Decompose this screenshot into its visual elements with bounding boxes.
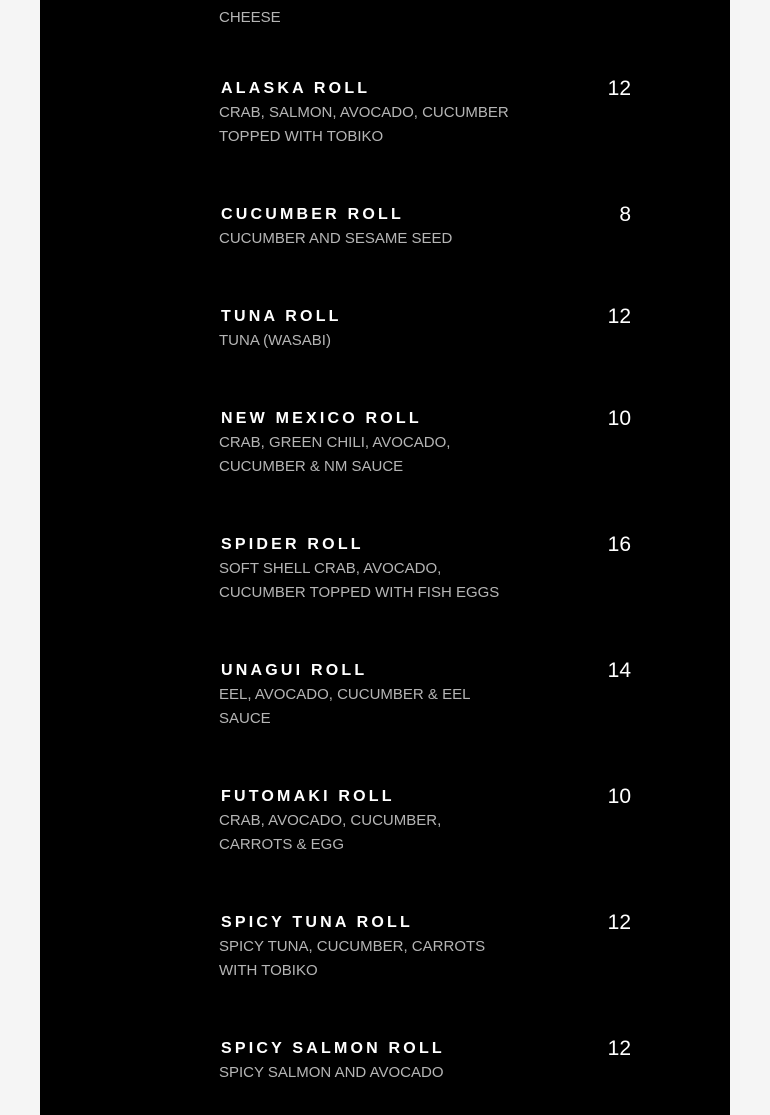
menu-item-name: TUNA ROLL: [221, 308, 342, 325]
menu-item-price: 10: [607, 407, 631, 430]
menu-item-price: 10: [607, 785, 631, 808]
menu-item-description: SOFT SHELL CRAB, AVOCADO, CUCUMBER TOPPED WITH FISH EGGS: [219, 560, 500, 601]
menu-item-price: 12: [607, 305, 631, 328]
menu-item-price: 16: [607, 533, 631, 556]
menu-item-description: EEL, AVOCADO, CUCUMBER & EEL SAUCE: [219, 686, 470, 727]
menu-item-description: SPICY SALMON AND AVOCADO: [219, 1064, 444, 1081]
menu-item-description: CUCUMBER AND SESAME SEED: [219, 230, 453, 247]
menu-item-name: SPICY TUNA ROLL: [221, 914, 414, 931]
menu-item-price: 12: [607, 1037, 631, 1060]
menu-item-name: UNAGUI ROLL: [221, 662, 368, 679]
menu-item-price: 12: [607, 911, 631, 934]
menu-item-description: SPICY TUNA, CUCUMBER, CARROTS WITH TOBIKO: [219, 938, 486, 979]
menu-item-price: 8: [619, 203, 631, 226]
menu-item-name: CUCUMBER ROLL: [221, 206, 404, 223]
menu-item-description: TUNA (WASABI): [219, 332, 331, 349]
menu-item-description: CRAB, GREEN CHILI, AVOCADO, CUCUMBER & NM SAUCE: [219, 434, 451, 475]
menu-item-description: CRAB, SALMON, AVOCADO, CUCUMBER TOPPED WITH TOBIKO: [219, 104, 509, 145]
menu-item-price: 14: [607, 659, 631, 682]
menu-item-name: SPIDER ROLL: [221, 536, 364, 553]
menu-panel: [40, 0, 730, 1115]
menu-item-name: FUTOMAKI ROLL: [221, 788, 395, 805]
menu-item-name: SPICY SALMON ROLL: [221, 1040, 445, 1057]
menu-item-name: ALASKA ROLL: [221, 80, 371, 97]
partial-item-description: CHEESE: [219, 9, 281, 26]
menu-item-description: CRAB, AVOCADO, CUCUMBER, CARROTS & EGG: [219, 812, 442, 853]
menu-item-name: NEW MEXICO ROLL: [221, 410, 422, 427]
menu-item-price: 12: [607, 77, 631, 100]
